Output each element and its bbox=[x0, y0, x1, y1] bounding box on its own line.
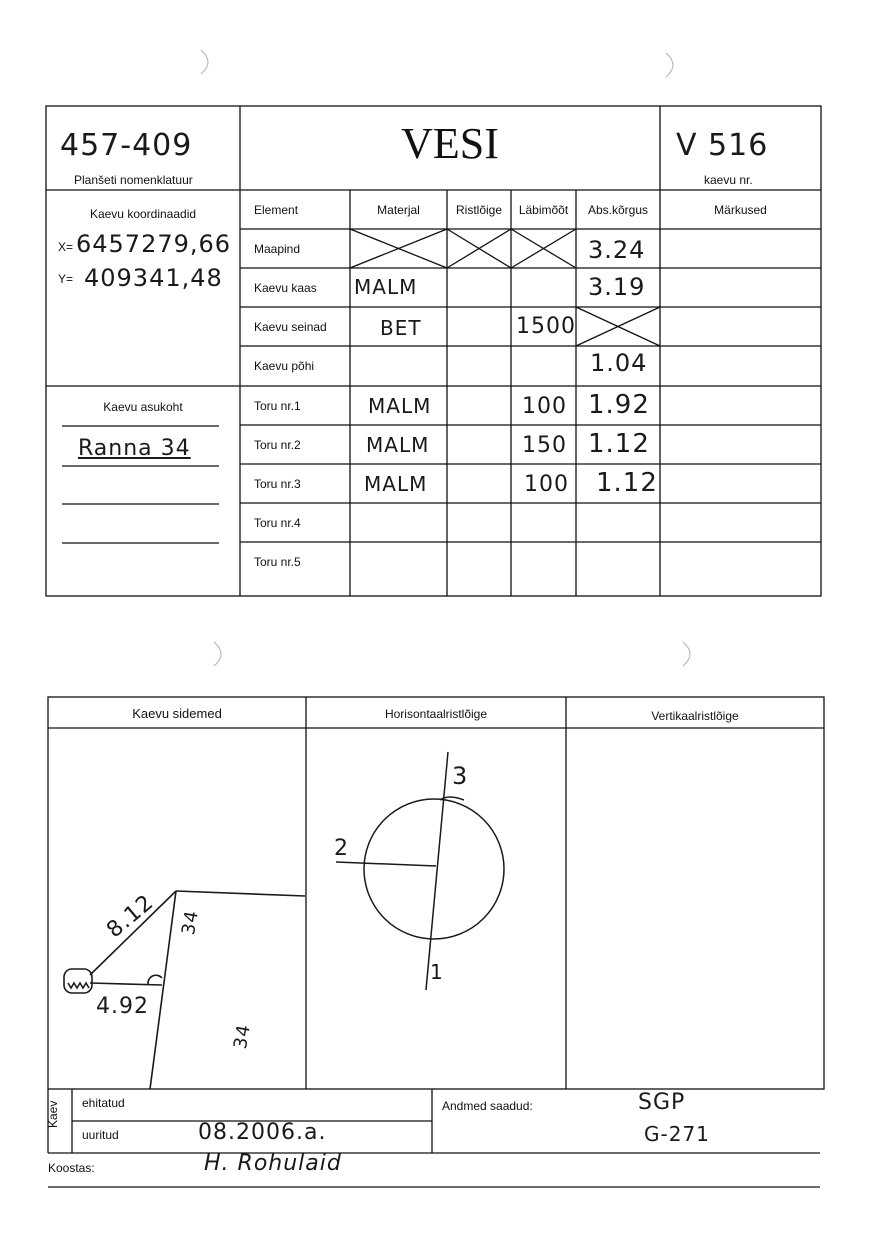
row-material: MALM bbox=[354, 275, 418, 299]
tie-distance-a: 8.12 bbox=[102, 889, 159, 944]
surveyed-label: uuritud bbox=[82, 1128, 119, 1142]
row-diameter: 100 bbox=[522, 394, 567, 419]
row-material: BET bbox=[380, 316, 422, 340]
x-coordinate-value: 6457279,66 bbox=[76, 230, 232, 258]
location-label: Kaevu asukoht bbox=[103, 400, 183, 414]
y-coordinate-value: 409341,48 bbox=[84, 264, 223, 292]
header-section: Ristlõige bbox=[455, 203, 503, 217]
row-height: 3.19 bbox=[588, 273, 646, 301]
header-vertical-section: Vertikaalristlõige bbox=[651, 709, 739, 723]
row-element: Kaevu kaas bbox=[254, 281, 317, 295]
house-number-a: 34 bbox=[177, 908, 203, 937]
pipe-label-2: 2 bbox=[334, 836, 349, 861]
row-material: MALM bbox=[366, 433, 430, 457]
header-notes: Märkused bbox=[714, 203, 767, 217]
row-diameter: 1500 bbox=[516, 314, 576, 339]
well-number-value: V 516 bbox=[676, 128, 769, 163]
source-value-1: SGP bbox=[638, 1090, 686, 1115]
row-element: Toru nr.3 bbox=[254, 477, 301, 491]
row-element: Toru nr.5 bbox=[254, 555, 301, 569]
row-height: 1.04 bbox=[590, 349, 648, 377]
row-diameter: 100 bbox=[524, 472, 569, 497]
row-element: Kaevu seinad bbox=[254, 320, 327, 334]
y-prefix: Y= bbox=[58, 272, 74, 286]
row-element: Toru nr.2 bbox=[254, 438, 301, 452]
location-value: Ranna 34 bbox=[78, 436, 191, 461]
author-value: H. Rohulaid bbox=[204, 1151, 342, 1176]
row-height: 1.92 bbox=[588, 390, 650, 420]
header-diameter: Läbimõõt bbox=[518, 203, 569, 217]
row-element: Kaevu põhi bbox=[254, 359, 315, 373]
nomenclature-value: 457-409 bbox=[60, 128, 193, 163]
row-material: MALM bbox=[368, 394, 432, 418]
row-diameter: 150 bbox=[522, 433, 567, 458]
tie-distance-b: 4.92 bbox=[96, 994, 149, 1019]
house-number-b: 34 bbox=[229, 1022, 255, 1051]
row-element: Maapind bbox=[254, 242, 301, 256]
header-material: Materjal bbox=[377, 203, 420, 217]
surveyed-value: 08.2006.a. bbox=[198, 1120, 327, 1145]
built-label: ehitatud bbox=[82, 1096, 125, 1110]
horizontal-section bbox=[336, 752, 504, 990]
well-side-label: Kaev bbox=[46, 1100, 60, 1128]
row-height: 1.12 bbox=[588, 429, 650, 459]
row-material: MALM bbox=[364, 472, 428, 496]
row-element: Toru nr.1 bbox=[254, 399, 301, 413]
row-element: Toru nr.4 bbox=[254, 516, 301, 530]
author-label: Koostas: bbox=[48, 1161, 95, 1175]
well-number-label: kaevu nr. bbox=[704, 173, 753, 187]
header-horizontal-section: Horisontaalristlõige bbox=[384, 707, 488, 721]
source-value-2: G-271 bbox=[644, 1122, 710, 1146]
source-label: Andmed saadud: bbox=[442, 1099, 533, 1113]
row-height: 3.24 bbox=[588, 236, 646, 264]
row-height: 1.12 bbox=[596, 468, 658, 498]
header-element: Element bbox=[254, 203, 299, 217]
coordinates-label: Kaevu koordinaadid bbox=[89, 207, 197, 221]
header-abs-height: Abs.kõrgus bbox=[587, 203, 649, 217]
header-ties: Kaevu sidemed bbox=[132, 706, 222, 721]
pipe-label-1: 1 bbox=[430, 960, 444, 984]
x-prefix: X= bbox=[58, 240, 74, 254]
page-title: VESI bbox=[401, 119, 499, 168]
nomenclature-label: Planšeti nomenklatuur bbox=[74, 173, 193, 187]
pipe-label-3: 3 bbox=[452, 762, 469, 790]
